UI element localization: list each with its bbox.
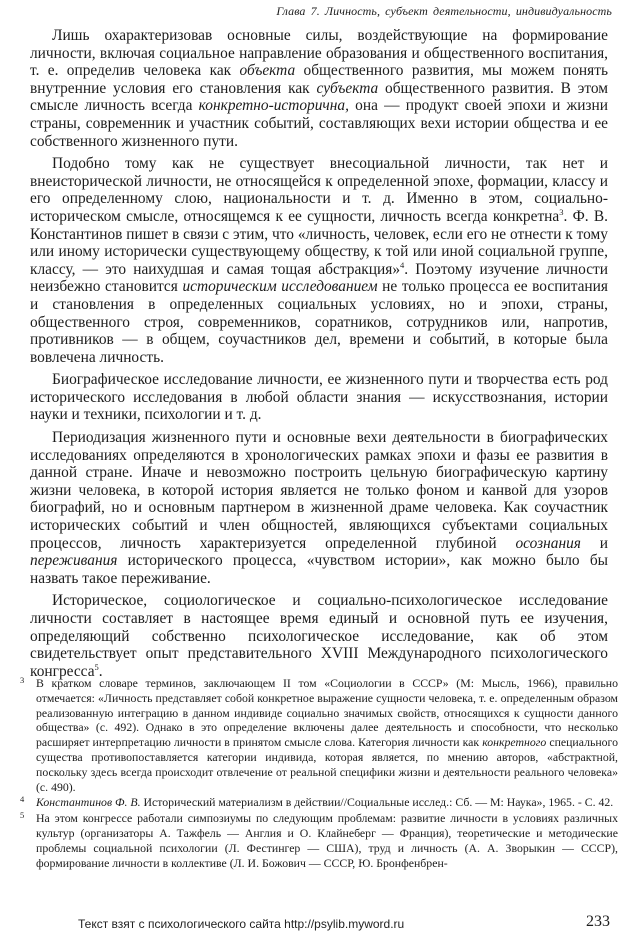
running-header: Глава 7. Личность, субъект деятельности, индивидуальность — [276, 4, 612, 18]
text-run: она — продукт своей эпохи и жизни страны, современник и участник событий, составляющих вехи истории общества и ее собственного жизненного пути. — [30, 97, 608, 150]
footnote-number: 3 — [20, 675, 25, 685]
emphasized-text: объекта — [239, 62, 296, 80]
emphasized-text: переживания — [30, 552, 118, 570]
paragraph — [30, 27, 608, 150]
paragraph — [30, 371, 608, 424]
text-run: специального существа противопоставляется категории индивида, которая является, по мнению авторов, «абстрактной, поскольку здесь всегда происходит отвлечение от реальной специфики жизни и деятельности реального человека» (с. 490). — [36, 735, 619, 794]
footnote-number: 4 — [20, 794, 25, 805]
text-run: В кратком словаре терминов, заключающем II том «Социологии в СССР» (М: Мысль, 1966), правильно отмечается: «Личность представляет собой конкретное выражение сущности человека, т. е. определенным образом реализованную интеграцию в данном индивиде социально значимых свойств, относящихся к сущности данного общества» (с. 492). Однако в это определение включены далее деятельность и способности, что несколько расширяет интерпретацию личности в принятом смысле слова. Категория личности как — [36, 676, 618, 750]
footnote-text — [36, 795, 618, 810]
text-run: . — [98, 662, 103, 680]
footnote-number: 5 — [20, 810, 25, 821]
emphasized-text: субъекта — [316, 79, 379, 97]
source-link-text[interactable]: Текст взят с психологического сайта http://psylib.myword.ru — [78, 917, 405, 931]
footnote-reference: 4 — [400, 259, 405, 270]
text-run: Подобно тому как не существует внесоциальной личности, так нет и внеисторической личности, не относящейся к определенной эпохе, формации, классу и его определенному слою, национальности и т. д. Именно в этом, социально-историческом смысле, относящемся к ее сущности, личность всегда конкретна — [30, 155, 608, 225]
footnote-text — [36, 676, 618, 794]
main-text — [30, 27, 608, 680]
text-run: Историческое, социологическое и социально-психологическое исследование личности составляет в настоящее время единый и основной путь ее изучения, определяющий собственно психологическое исследование, как об этом свидетельствует опыт представительного XVIII Международного психологического конгресса — [30, 592, 608, 680]
text-run: На этом конгрессе работали симпозиумы по следующим проблемам: развитие личности в условиях различных культур (организаторы А. Тажфель — Англия и О. Клайнеберг — Франция), теоретические и методические проблемы социальной психологии (Л. Фестингер — США), труд и личность (А. А. Зворыкин — СССР), формирование личности в коллективе (Л. И. Божович — СССР, Ю. Бронфенбрен- — [36, 811, 618, 870]
paragraph — [30, 429, 608, 587]
text-run: . Ф. В. Константинов пишет в связи с этим, что «личность, человек, если его не отнести к тому или иному исторически существующему обществу, к той или иной социальной группе, классу, — это наихудшая и самая тощая абстракция» — [30, 207, 608, 278]
emphasized-text: конкретного — [482, 735, 547, 750]
page-number: 233 — [586, 913, 610, 930]
text-run: Исторический материализм в действии//Социальные исслед.: Сб. — М: Наука», 1965. - С. 42. — [140, 795, 614, 810]
footnote-text — [36, 811, 618, 870]
footnote — [20, 795, 618, 810]
paragraph — [30, 592, 608, 680]
text-run: не только процесса ее воспитания и становления в определенных социальных условиях, но и эпохи, страны, общественного строя, современников, соратников, сотрудников или, напротив, противников — в общем, соучастников дел, времени и событий, в которые была вовлечена личность. — [30, 278, 608, 366]
emphasized-text: осознания — [515, 534, 581, 552]
paragraph — [30, 155, 608, 366]
text-run: исторического процесса, «чувством истории», как можно было бы назвать такое переживание. — [30, 552, 608, 587]
footnote-reference: 5 — [94, 661, 99, 672]
footnotes — [20, 676, 618, 871]
text-run: Лишь охарактеризовав основные силы, воздействующие на формирование личности, включая социальное направление образования и общественного воспитания, т. е. определив человека как — [30, 27, 608, 80]
emphasized-text: историческим исследованием — [182, 278, 378, 296]
text-run: Биографическое исследование личности, ее жизненного пути и творчества есть род исторического исследования в любой области знания — искусствознания, истории науки и техники, психологии и т. д. — [30, 371, 608, 424]
emphasized-text: Константинов Ф. В. — [36, 795, 141, 810]
emphasized-text: конкретно-исторична, — [198, 97, 349, 115]
footnote-reference: 3 — [559, 206, 564, 217]
footnote — [20, 676, 618, 794]
text-run: общественного развития. В этом смысле личность всегда — [30, 79, 609, 115]
text-run: общественного развития, мы можем понять внутренние условия его становления как — [30, 62, 608, 97]
text-run: Периодизация жизненного пути и основные вехи деятельности в биографических исследованиях определяются в хронологических рамках эпохи и фазы ее развития в данной стране. Иначе и невозможно построить цельную биографическую картину жизни человека, в которой история является не только фоном и канвой для узоров биографий, но и основным партнером в жизненной драме человека. Как соучастник исторических событий и член общностей, являющихся субъектами социальных процессов, личность характеризуется определенной глубиной — [30, 429, 608, 552]
text-run: . Поэтому изучение личности неизбежно становится — [30, 260, 608, 296]
footnote — [20, 811, 618, 870]
text-run: и — [580, 534, 608, 552]
